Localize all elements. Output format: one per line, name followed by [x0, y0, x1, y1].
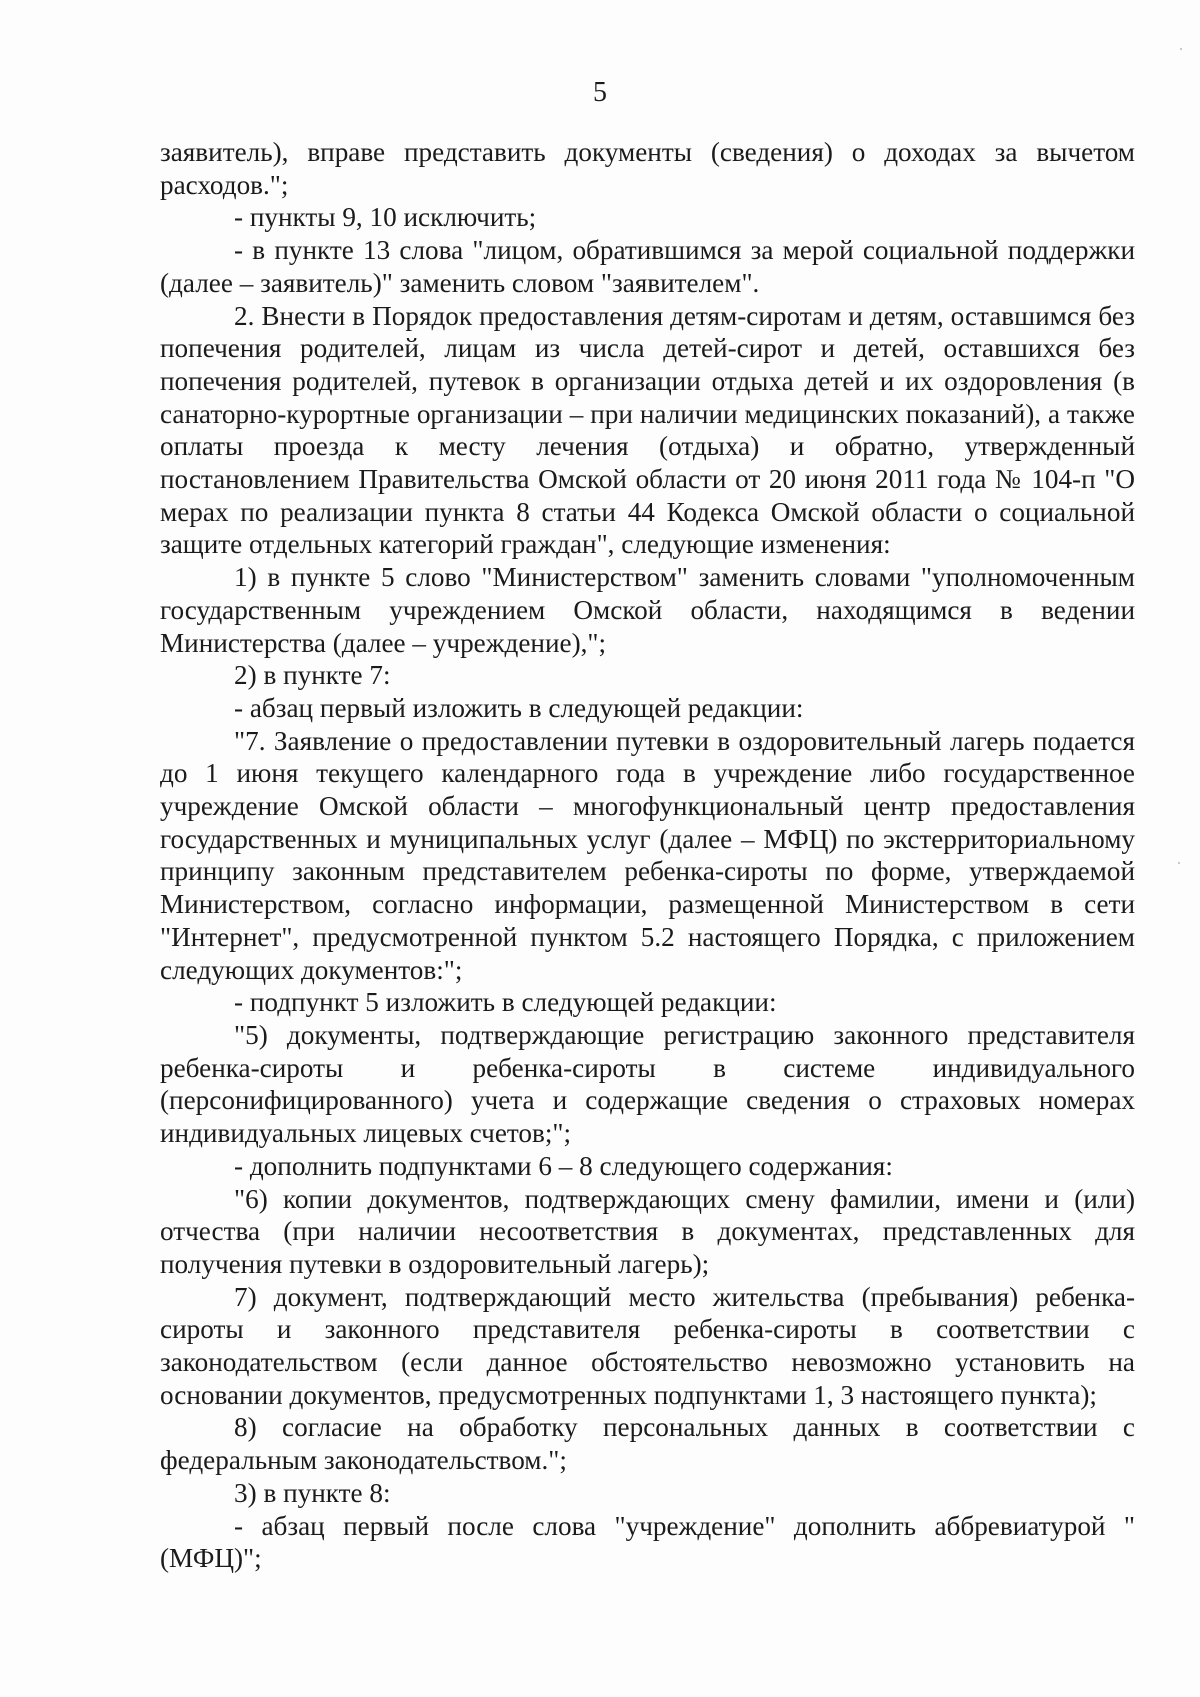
paragraph: 3) в пункте 8: [234, 1477, 391, 1508]
paragraph: - абзац первый после слова "учреждение" дополнить аббревиатурой "(МФЦ)"; [160, 1510, 1135, 1574]
paragraph: 8) согласие на обработку персональных данных в соответствии с федеральным законодательством."; [160, 1412, 1135, 1476]
paragraph: "6) копии документов, подтверждающих смену фамилии, имени и (или) отчества (при наличии несоответствия в документах, представленных для получения путевки в оздоровительный лагерь); [160, 1183, 1135, 1279]
document-body [160, 136, 1135, 1575]
page-number: 5 [593, 77, 607, 108]
paragraph: "7. Заявление о предоставлении путевки в оздоровительный лагерь подается до 1 июня текущего календарного года в учреждение либо государственное учреждение Омской области – многофункциональный центр предоставления государственных и муниципальных услуг (далее – МФЦ) по экстерриториальному принципу законным представителем ребенка-сироты по форме, утверждаемой Министерством, согласно информации, размещенной Министерством в сети "Интернет", предусмотренной пунктом 5.2 настоящего Порядка, с приложением следующих документов:"; [160, 725, 1135, 985]
paragraph: заявитель), вправе представить документы (сведения) о доходах за вычетом расходов."; [160, 137, 1135, 200]
paragraph: 1) в пункте 5 слово "Министерством" заменить словами "уполномоченным государственным учреждением Омской области, находящимся в ведении Министерства (далее – учреждение),"; [160, 562, 1135, 658]
paragraph: 2. Внести в Порядок предоставления детям-сиротам и детям, оставшимся без попечения родителей, лицам из числа детей-сирот и детей, оставшихся без попечения родителей, путевок в организации отдыха детей и их оздоровления (в санаторно-курортные организации – при наличии медицинских показаний), а также оплаты проезда к месту лечения (отдыха) и обратно, утвержденный постановлением Правительства Омской области от 20 июня 2011 года № 104-п "О мерах по реализации пункта 8 статьи 44 Кодекса Омской области о социальной защите отдельных категорий граждан", следующие изменения: [160, 300, 1135, 560]
paragraph: 7) документ, подтверждающий место жительства (пребывания) ребенка-сироты и законного представителя ребенка-сироты в соответствии с законодательством (если данное обстоятельство невозможно установить на основании документов, предусмотренных подпунктами 1, 3 настоящего пункта); [160, 1281, 1135, 1410]
paragraph: "5) документы, подтверждающие регистрацию законного представителя ребенка-сироты и ребенка-сироты в системе индивидуального (персонифицированного) учета и содержащие сведения о страховых номерах индивидуальных лицевых счетов;"; [160, 1019, 1135, 1149]
paragraph: - пункты 9, 10 исключить; [234, 202, 537, 233]
paragraph: - дополнить подпунктами 6 – 8 следующего содержания: [234, 1150, 893, 1181]
paragraph: 2) в пункте 7: [234, 660, 391, 691]
paragraph: - в пункте 13 слова "лицом, обратившимся за мерой социальной поддержки (далее – заявитель)" заменить словом "заявителем". [160, 235, 1135, 298]
scan-speck [1180, 48, 1182, 50]
paragraph: - абзац первый изложить в следующей редакции: [234, 692, 804, 723]
scan-speck [1178, 862, 1180, 864]
paragraph: - подпункт 5 изложить в следующей редакции: [234, 987, 777, 1018]
